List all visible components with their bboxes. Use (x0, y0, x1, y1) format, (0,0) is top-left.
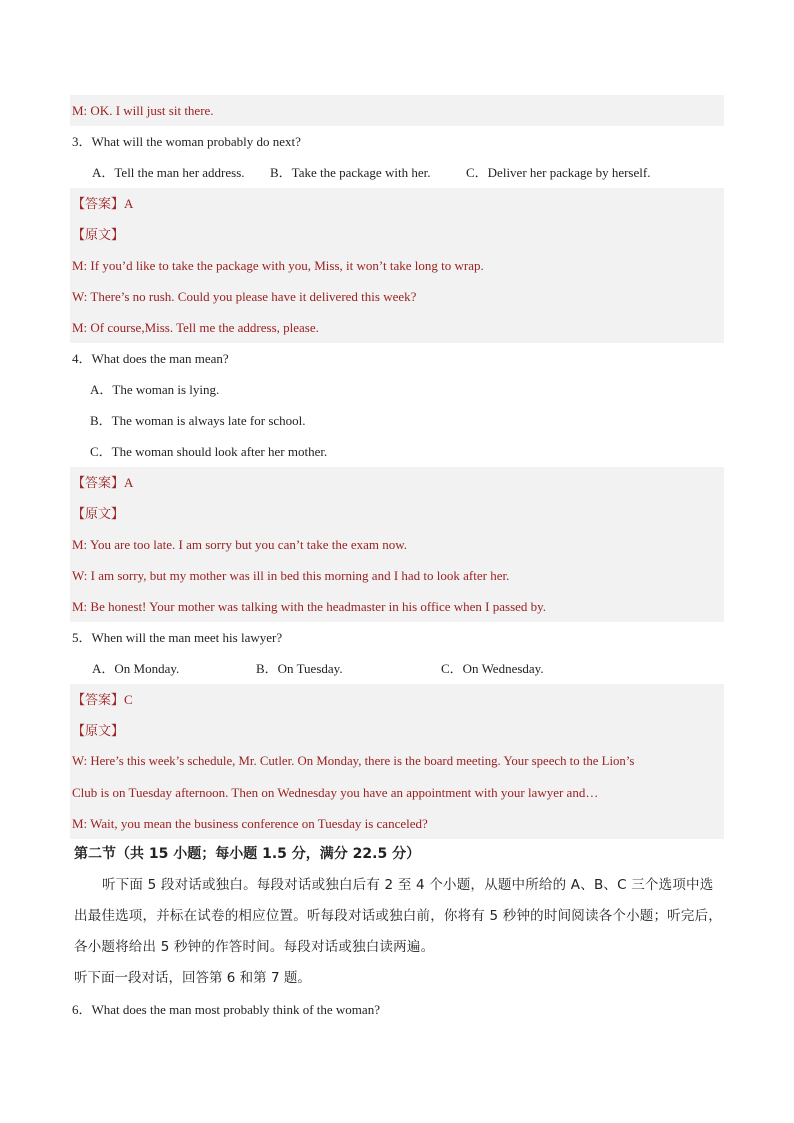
question-5-options (70, 653, 724, 684)
dialogue-intro: 听下面一段对话，回答第 6 和第 7 题。 (74, 970, 311, 986)
option-b: B．Take the package with her. (270, 165, 431, 180)
section-title: 第二节（共 15 小题；每小题 1.5 分，满分 22.5 分） (74, 846, 421, 862)
answer-value: A (124, 196, 134, 211)
answer-row (70, 684, 724, 715)
exam-page (70, 95, 724, 1025)
option-a: A．On Monday. (92, 661, 180, 676)
option-c: C．The woman should look after her mother. (90, 444, 328, 459)
answer-label: 【答案】 (72, 476, 125, 491)
answer-value: C (124, 692, 133, 707)
option-a: A．The woman is lying. (90, 382, 220, 397)
transcript-label: 【原文】 (72, 507, 125, 522)
dialogue-line: W: Here’s this week’s schedule, Mr. Cutler. On Monday, there is the board meeting. Your speech to the Lion’s (70, 746, 724, 777)
option-a: A．Tell the man her address. (92, 165, 245, 180)
section-instructions: 听下面 5 段对话或独白。每段对话或独白后有 2 至 4 个小题，从题中所给的 A、B、C 三个选项中选出最佳选项，并标在试卷的相应位置。听每段对话或独白前，你将有 5 秒钟的时间阅读各个小题；听完后，各小题将给出 5 秒钟的作答时间。每段对话或独白读两遍。 (74, 877, 722, 955)
answer-label: 【答案】 (72, 197, 125, 212)
option-c: C．Deliver her package by herself. (466, 165, 651, 180)
question-3: 3．What will the woman probably do next? (72, 134, 301, 149)
transcript-label-row (70, 498, 724, 529)
question-5: 5．When will the man meet his lawyer? (72, 630, 283, 645)
dialogue-line: M: Be honest! Your mother was talking with the headmaster in his office when I passed by. (70, 591, 724, 622)
question-4: 4．What does the man mean? (72, 351, 229, 366)
dialogue-line: M: Of course,Miss. Tell me the address, please. (70, 312, 724, 343)
dialogue-line: M: If you’d like to take the package with you, Miss, it won’t take long to wrap. (70, 250, 724, 281)
dialogue-line: M: You are too late. I am sorry but you can’t take the exam now. (70, 529, 724, 560)
option-c: C．On Wednesday. (441, 661, 544, 676)
transcript-label: 【原文】 (72, 228, 125, 243)
question-6: 6．What does the man most probably think of the woman? (72, 1002, 380, 1017)
answer-value: A (124, 475, 134, 490)
dialogue-line: M: Wait, you mean the business conference on Tuesday is canceled? (70, 808, 724, 839)
answer-label: 【答案】 (72, 693, 125, 708)
option-b: B．On Tuesday. (256, 661, 343, 676)
question-3-options (70, 157, 724, 188)
dialogue-line: W: There’s no rush. Could you please have it delivered this week? (70, 281, 724, 312)
answer-row (70, 188, 724, 219)
transcript-label-row (70, 219, 724, 250)
dialogue-line: M: OK. I will just sit there. (70, 95, 724, 126)
transcript-label: 【原文】 (72, 724, 125, 739)
answer-row (70, 467, 724, 498)
option-b: B．The woman is always late for school. (90, 413, 306, 428)
dialogue-line: Club is on Tuesday afternoon. Then on Wednesday you have an appointment with your lawyer and… (70, 777, 724, 808)
transcript-label-row (70, 715, 724, 746)
dialogue-line: W: I am sorry, but my mother was ill in bed this morning and I had to look after her. (70, 560, 724, 591)
